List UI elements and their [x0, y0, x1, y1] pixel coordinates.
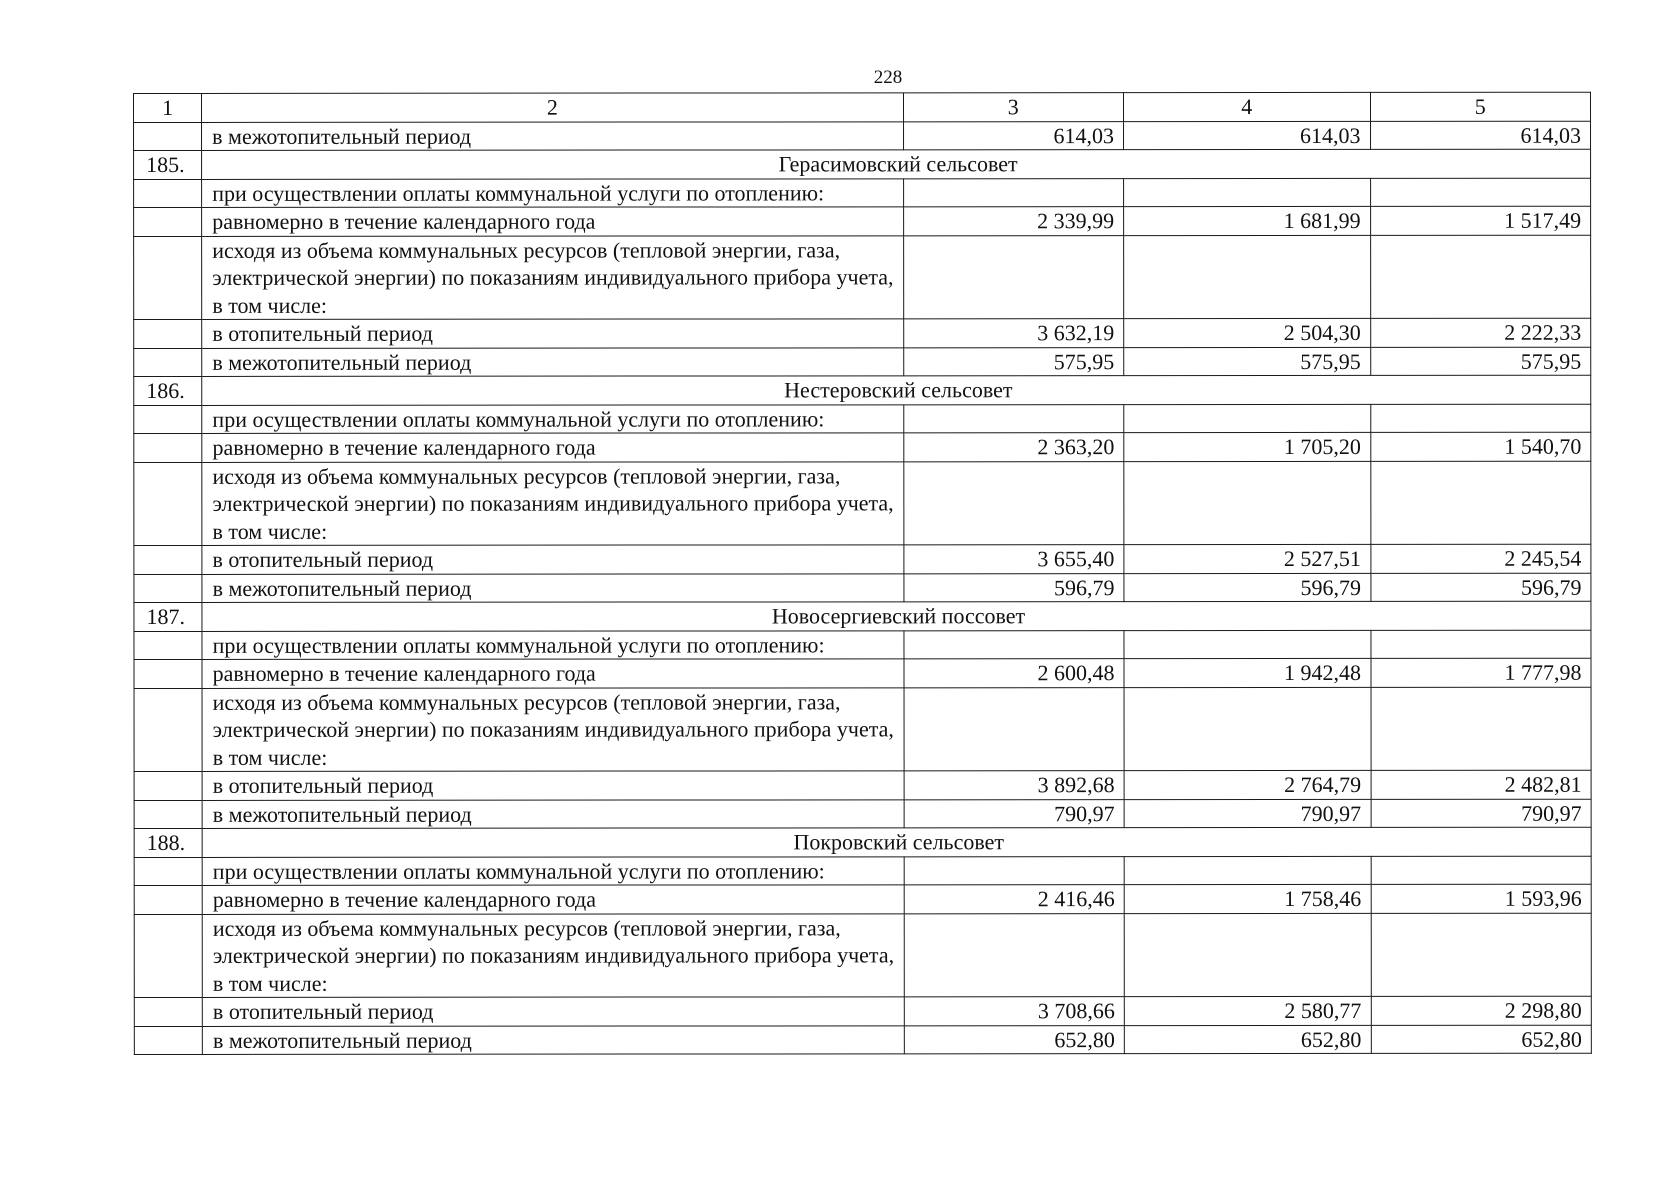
value-cell [903, 461, 1124, 545]
value-cell: 2 222,33 [1370, 318, 1591, 347]
value-cell [1124, 461, 1371, 545]
value-cell [903, 404, 1123, 433]
row-label: в межотопительный период [202, 799, 903, 828]
table-row [134, 658, 1591, 688]
row-index-cell [134, 433, 202, 462]
table-row [134, 432, 1591, 462]
value-cell: 2 482,81 [1371, 770, 1592, 799]
row-index-cell [134, 405, 202, 434]
value-cell [1370, 404, 1591, 433]
column-header-row [134, 92, 1591, 122]
section-name: Герасимовский сельсовет [202, 149, 1591, 179]
row-label: в межотопительный период [202, 121, 903, 150]
section-name: Новосергиевский поссовет [202, 601, 1591, 631]
section-name: Покровский сельсовет [202, 827, 1591, 857]
column-header: 4 [1124, 92, 1371, 121]
value-cell: 2 339,99 [903, 207, 1123, 236]
row-index-cell [134, 348, 202, 377]
row-index-cell [134, 688, 202, 772]
value-cell: 3 655,40 [903, 545, 1123, 574]
row-label: равномерно в течение календарного года [202, 433, 903, 462]
value-cell: 2 504,30 [1124, 318, 1371, 347]
row-label: в межотопительный период [202, 347, 903, 376]
value-cell: 652,80 [1371, 1025, 1592, 1054]
section-header-row [134, 601, 1591, 631]
row-label: в отопительный период [202, 997, 903, 1026]
row-index-cell [134, 179, 202, 208]
row-index-cell [134, 236, 202, 320]
row-label: при осуществлении оплаты коммунальной услуги по отоплению: [202, 630, 903, 659]
value-cell [1124, 630, 1371, 659]
value-cell: 2 416,46 [904, 885, 1124, 914]
value-cell: 575,95 [1370, 347, 1591, 376]
value-cell: 575,95 [903, 347, 1123, 376]
value-cell: 596,79 [1124, 573, 1371, 602]
value-cell: 3 632,19 [903, 319, 1123, 348]
value-cell: 652,80 [904, 1025, 1124, 1054]
value-cell [1371, 687, 1592, 771]
value-cell: 1 540,70 [1370, 432, 1591, 461]
table-row [134, 573, 1591, 603]
value-cell: 596,79 [1370, 573, 1591, 602]
row-label: равномерно в течение календарного года [202, 207, 903, 236]
value-cell [903, 235, 1124, 319]
value-cell: 1 593,96 [1371, 884, 1592, 913]
table-row [134, 687, 1591, 772]
row-label: в межотопительный период [202, 1025, 903, 1054]
table-row [134, 856, 1591, 886]
value-cell: 2 527,51 [1124, 544, 1371, 573]
value-cell [1370, 178, 1591, 207]
row-label: равномерно в течение календарного года [202, 885, 903, 914]
row-label: равномерно в течение календарного года [202, 659, 903, 688]
row-index-cell [134, 857, 202, 886]
tariff-table [133, 92, 1592, 1055]
value-cell: 1 705,20 [1124, 432, 1371, 461]
table-row [134, 347, 1591, 377]
value-cell: 2 580,77 [1124, 996, 1371, 1025]
row-label: при осуществлении оплаты коммунальной услуги по отоплению: [202, 404, 903, 433]
value-cell: 1 681,99 [1124, 206, 1371, 235]
value-cell: 2 764,79 [1124, 770, 1371, 799]
row-label: исходя из объема коммунальных ресурсов (тепловой энергии, газа, электрической энергии) по показаниям индивидуального прибора учета, в том числе: [202, 687, 904, 771]
value-cell [1124, 687, 1371, 771]
value-cell [1124, 178, 1371, 207]
column-header: 1 [134, 93, 202, 122]
value-cell: 614,03 [903, 121, 1123, 150]
value-cell: 3 892,68 [904, 771, 1124, 800]
value-cell: 3 708,66 [904, 997, 1124, 1026]
value-cell: 790,97 [1371, 799, 1592, 828]
table-row [134, 404, 1591, 434]
row-index-cell [134, 462, 202, 546]
value-cell: 614,03 [1370, 121, 1591, 150]
section-index: 188. [134, 828, 202, 857]
value-cell: 1 758,46 [1124, 884, 1371, 913]
row-label: при осуществлении оплаты коммунальной услуги по отоплению: [202, 856, 903, 885]
column-header: 3 [903, 93, 1123, 122]
table-row [134, 799, 1591, 829]
table-row [134, 461, 1591, 546]
table-row [134, 1025, 1591, 1055]
value-cell: 575,95 [1124, 347, 1371, 376]
section-header-row [134, 149, 1591, 179]
row-index-cell [134, 207, 202, 236]
row-index-cell [134, 997, 202, 1026]
row-label: в отопительный период [202, 771, 903, 800]
value-cell: 596,79 [903, 573, 1123, 602]
value-cell [1124, 404, 1371, 433]
table-row [134, 630, 1591, 660]
value-cell: 790,97 [1124, 799, 1371, 828]
section-index: 185. [134, 150, 202, 179]
row-index-cell [134, 1026, 202, 1055]
value-cell: 1 517,49 [1370, 206, 1591, 235]
table-row [134, 318, 1591, 348]
column-header: 5 [1370, 92, 1591, 121]
value-cell [1371, 913, 1592, 997]
value-cell [903, 178, 1123, 207]
table-row [134, 235, 1591, 320]
value-cell [1124, 235, 1371, 319]
section-index: 187. [134, 602, 202, 631]
row-index-cell [134, 659, 202, 688]
value-cell: 1 777,98 [1371, 658, 1592, 687]
row-index-cell [134, 574, 202, 603]
row-label: исходя из объема коммунальных ресурсов (тепловой энергии, газа, электрической энергии) по показаниям индивидуального прибора учета, в том числе: [202, 235, 904, 319]
row-index-cell [134, 545, 202, 574]
value-cell [1371, 856, 1592, 885]
value-cell [904, 630, 1124, 659]
value-cell: 2 600,48 [904, 659, 1124, 688]
row-label: в межотопительный период [202, 573, 903, 602]
row-index-cell [134, 631, 202, 660]
row-index-cell [134, 914, 202, 998]
value-cell: 1 942,48 [1124, 658, 1371, 687]
row-index-cell [134, 771, 202, 800]
row-index-cell [134, 122, 202, 151]
value-cell: 652,80 [1124, 1025, 1371, 1054]
row-label: в отопительный период [202, 319, 903, 348]
table-row [134, 544, 1591, 574]
table-row [134, 913, 1591, 998]
value-cell: 790,97 [904, 799, 1124, 828]
row-index-cell [134, 800, 202, 829]
value-cell [1124, 913, 1371, 997]
row-index-cell [134, 885, 202, 914]
row-label: в отопительный период [202, 545, 903, 574]
value-cell [1124, 856, 1371, 885]
table-row [134, 884, 1591, 914]
value-cell: 614,03 [1124, 121, 1371, 150]
section-index: 186. [134, 376, 202, 405]
value-cell [904, 856, 1124, 885]
column-header: 2 [202, 93, 903, 122]
value-cell [1370, 461, 1591, 545]
value-cell [904, 913, 1125, 997]
value-cell [904, 687, 1125, 771]
row-label: исходя из объема коммунальных ресурсов (тепловой энергии, газа, электрической энергии) по показаниям индивидуального прибора учета, в том числе: [202, 913, 904, 997]
table-row [134, 770, 1591, 800]
value-cell [1370, 235, 1591, 319]
row-label: при осуществлении оплаты коммунальной услуги по отоплению: [202, 178, 903, 207]
table-row [134, 996, 1591, 1026]
value-cell: 2 245,54 [1370, 544, 1591, 573]
table-row [134, 178, 1591, 208]
tariff-table-body [134, 92, 1592, 1054]
value-cell [1370, 630, 1591, 659]
value-cell: 2 363,20 [903, 433, 1123, 462]
value-cell: 2 298,80 [1371, 996, 1592, 1025]
section-name: Нестеровский сельсовет [202, 375, 1591, 405]
page-number: 228 [873, 67, 903, 88]
row-index-cell [134, 319, 202, 348]
section-header-row [134, 375, 1591, 405]
table-row [134, 206, 1591, 236]
section-header-row [134, 827, 1591, 857]
row-label: исходя из объема коммунальных ресурсов (тепловой энергии, газа, электрической энергии) по показаниям индивидуального прибора учета, в том числе: [202, 461, 904, 545]
table-row [134, 121, 1591, 151]
